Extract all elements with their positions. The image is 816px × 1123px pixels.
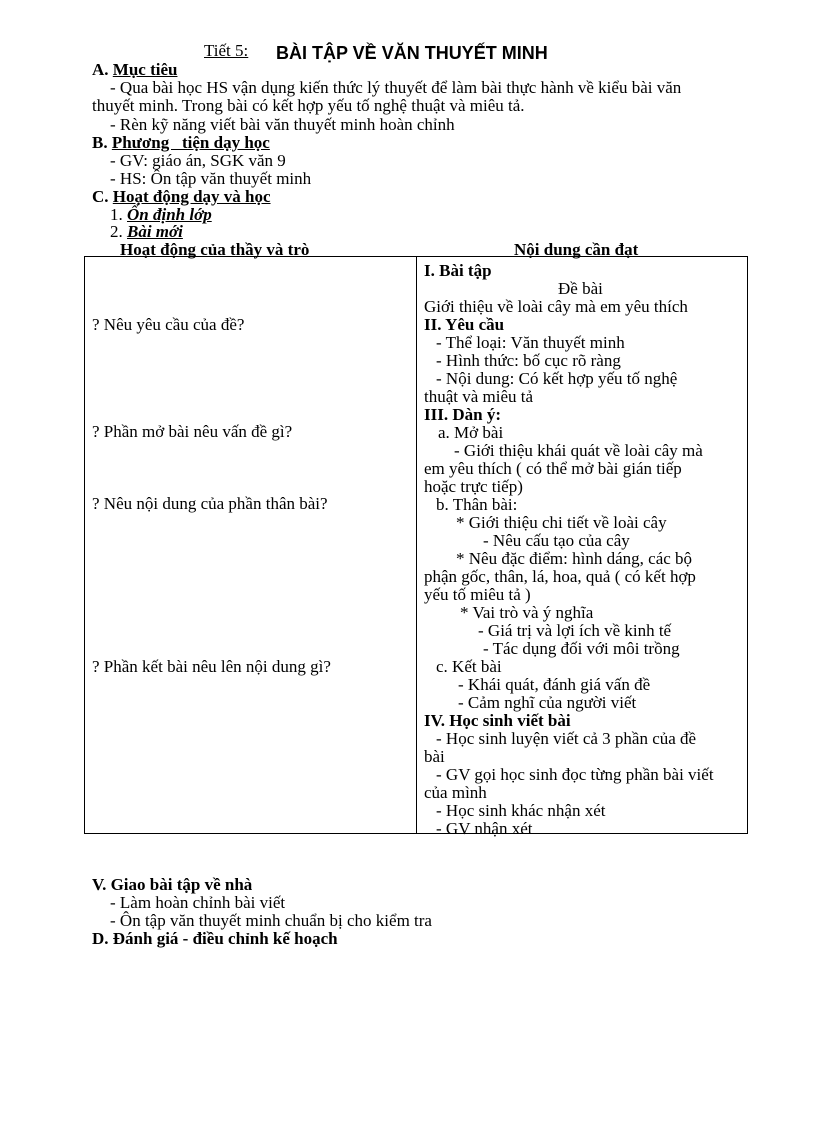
content-line: yếu tố miêu tả ) [424,585,531,604]
section-c-step-2 [110,223,183,241]
content-line: * Vai trò và ý nghĩa [460,603,594,622]
step-label: Bài mới [127,222,183,241]
section-a-line-1: - Qua bài học HS vận dụng kiến thức lý thuyết để làm bài thực hành về kiểu bài văn [110,78,682,97]
content-line: - Khái quát, đánh giá vấn đề [458,675,651,694]
content-section-3-heading: III. Dàn ý: [424,405,501,424]
content-subheading: Đề bài [558,279,603,298]
section-c-letter: C. [92,187,109,206]
page-title: BÀI TẬP VỀ VĂN THUYẾT MINH [276,43,548,63]
content-line: bài [424,747,445,766]
content-line: - Tác dụng đối với môi trồng [483,639,680,658]
content-line: - Thể loại: Văn thuyết minh [436,333,625,352]
table-column-divider [416,256,417,834]
content-line: - Nêu cấu tạo của cây [483,531,630,550]
section-a-line-3: - Rèn kỹ năng viết bài văn thuyết minh hoàn chỉnh [110,115,455,134]
content-line: - GV nhận xét [436,819,533,838]
question-3: ? Nêu nội dung của phần thân bài? [92,494,328,513]
question-1: ? Nêu yêu cầu của đề? [92,315,245,334]
section-b-line-1: - GV: giáo án, SGK văn 9 [110,151,286,170]
section-a-letter: A. [92,60,109,79]
section-b-title: Phương tiện dạy học [111,133,270,152]
content-line: của mình [424,783,487,802]
section-a-line-2: thuyết minh. Trong bài có kết hợp yếu tố nghệ thuật và miêu tả. [92,96,525,115]
step-label: Ổn định lớp [127,205,212,224]
content-line: - Nội dung: Có kết hợp yếu tố nghệ [436,369,678,388]
section-b-heading [92,134,270,152]
table-header-right: Nội dung cần đạt [514,240,639,259]
content-line: thuật và miêu tả [424,387,534,406]
content-line: em yêu thích ( có thể mở bài gián tiếp [424,459,682,478]
content-line: - Hình thức: bố cục rõ ràng [436,351,621,370]
content-line: - Cảm nghĩ của người viết [458,693,637,712]
section-v-line-2: - Ôn tập văn thuyết minh chuẩn bị cho kiểm tra [110,911,432,930]
content-line: - Học sinh luyện viết cả 3 phần của đề [436,729,697,748]
content-line: - Giới thiệu khái quát về loài cây mà [454,441,703,460]
section-b-letter: B. [92,133,108,152]
content-sublabel: c. Kết bài [436,657,502,676]
content-line: * Giới thiệu chi tiết về loài cây [456,513,667,532]
content-sublabel: a. Mở bài [438,423,504,442]
step-number: 2. [110,222,123,241]
content-sublabel: b. Thân bài: [436,495,518,514]
content-section-2-heading: II. Yêu cầu [424,315,505,334]
content-line: - Giá trị và lợi ích về kinh tế [478,621,672,640]
content-line: * Nêu đặc điểm: hình dáng, các bộ [456,549,693,568]
section-d-heading: D. Đánh giá - điều chỉnh kế hoạch [92,929,338,948]
section-c-heading [92,188,271,206]
table-header-left: Hoạt động của thầy và trò [120,240,310,259]
content-section-1-heading: I. Bài tập [424,261,492,280]
content-line: hoặc trực tiếp) [424,477,523,496]
content-line: phận gốc, thân, lá, hoa, quả ( có kết hợp [424,567,696,586]
step-number: 1. [110,205,123,224]
section-v-heading: V. Giao bài tập về nhà [92,875,253,894]
content-line: Giới thiệu về loài cây mà em yêu thích [424,297,688,316]
section-v-line-1: - Làm hoàn chỉnh bài viết [110,893,286,912]
section-a-heading [92,61,177,79]
content-section-4-heading: IV. Học sinh viết bài [424,711,571,730]
section-a-title: Mục tiêu [112,60,178,79]
question-4: ? Phần kết bài nêu lên nội dung gì? [92,657,331,676]
section-b-line-2: - HS: Ôn tập văn thuyết minh [110,169,312,188]
content-line: - GV gọi học sinh đọc từng phần bài viết [436,765,714,784]
section-c-title: Hoạt động dạy và học [112,187,271,206]
content-line: - Học sinh khác nhận xét [436,801,606,820]
question-2: ? Phần mở bài nêu vấn đề gì? [92,422,293,441]
lesson-label: Tiết 5: [204,41,249,60]
